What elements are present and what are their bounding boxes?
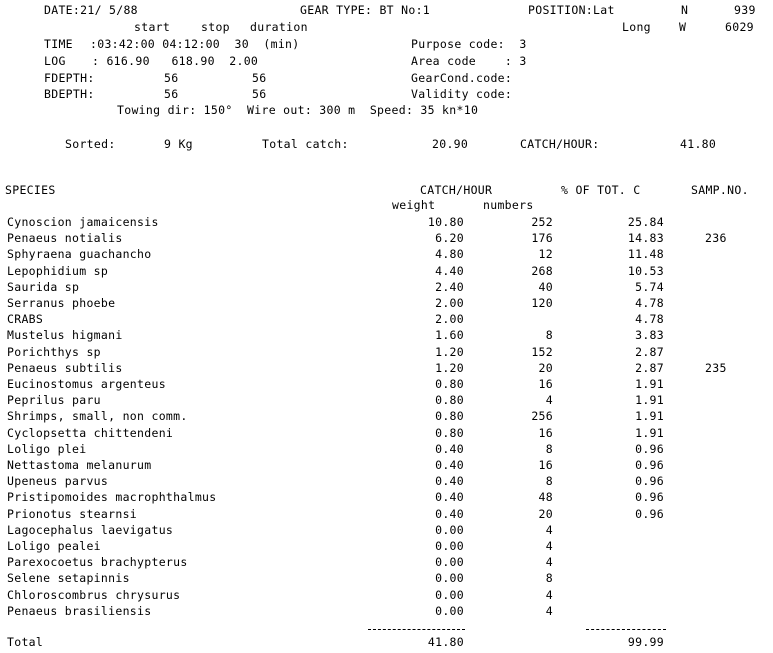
- numbers-value: 4: [545, 555, 553, 569]
- numbers-value: 176: [531, 231, 553, 245]
- numbers-value: 12: [538, 247, 553, 261]
- species-name: Porichthys sp: [7, 345, 101, 359]
- percent-value: 1.91: [635, 377, 664, 391]
- species-name: Sphyraena guachancho: [7, 247, 152, 261]
- longitude-value: 6029: [725, 20, 754, 34]
- percent-total-rule: [586, 629, 666, 630]
- numbers-value: 256: [531, 409, 553, 423]
- species-name: Lepophidium sp: [7, 264, 109, 278]
- weight-value: 2.00: [435, 296, 464, 310]
- weight-value: 0.00: [435, 555, 464, 569]
- weight-value: 0.40: [435, 507, 464, 521]
- weight-value: 6.20: [435, 231, 464, 245]
- numbers-value: 152: [531, 345, 553, 359]
- weight-total-rule: [368, 629, 465, 630]
- species-name: Lagocephalus laevigatus: [7, 523, 174, 537]
- catch-per-hour-column-header: CATCH/HOUR: [420, 183, 493, 197]
- validity-code: Validity code:: [411, 87, 513, 101]
- percent-value: 4.78: [635, 296, 664, 310]
- sorted-value: 9 Kg: [164, 137, 193, 151]
- numbers-value: 8: [545, 571, 553, 585]
- duration-column-heading: duration: [250, 20, 308, 34]
- percent-of-total-column-header: % OF TOT. C: [561, 183, 641, 197]
- species-name: Nettastoma melanurum: [7, 458, 152, 472]
- numbers-value: 4: [545, 539, 553, 553]
- longitude-label: Long: [622, 20, 651, 34]
- weight-value: 0.40: [435, 490, 464, 504]
- species-name: Penaeus brasiliensis: [7, 604, 152, 618]
- numbers-value: 8: [545, 442, 553, 456]
- weight-value: 0.80: [435, 426, 464, 440]
- numbers-value: 8: [545, 328, 553, 342]
- bdepth-stop: 56: [252, 87, 267, 101]
- species-name: Pristipomoides macrophthalmus: [7, 490, 217, 504]
- bdepth-label: BDEPTH:: [44, 87, 95, 101]
- percent-value: 4.78: [635, 312, 664, 326]
- numbers-value: 20: [538, 361, 553, 375]
- total-weight: 41.80: [427, 635, 464, 649]
- percent-value: 1.91: [635, 426, 664, 440]
- latitude-hemisphere: N: [681, 3, 689, 17]
- percent-value: 11.48: [627, 247, 664, 261]
- towing-line: Towing dir: 150° Wire out: 300 m Speed: 35 kn*10: [117, 103, 479, 117]
- area-code: Area code : 3: [411, 54, 527, 68]
- species-name: Eucinostomus argenteus: [7, 377, 166, 391]
- weight-value: 0.80: [435, 377, 464, 391]
- time-values: :03:42:00 04:12:00 30 (min): [90, 37, 300, 51]
- species-name: Penaeus subtilis: [7, 361, 123, 375]
- percent-value: 1.91: [635, 409, 664, 423]
- latitude-value: 939: [734, 3, 756, 17]
- species-column-header: SPECIES: [5, 183, 56, 197]
- numbers-subheader: numbers: [483, 198, 534, 212]
- percent-value: 0.96: [635, 474, 664, 488]
- species-name: Selene setapinnis: [7, 571, 130, 585]
- gear-condition-code: GearCond.code:: [411, 71, 513, 85]
- fdepth-stop: 56: [252, 71, 267, 85]
- total-catch-label: Total catch:: [262, 137, 349, 151]
- weight-value: 1.60: [435, 328, 464, 342]
- log-values: : 616.90 618.90 2.00: [92, 54, 259, 68]
- percent-value: 0.96: [635, 442, 664, 456]
- numbers-value: 268: [531, 264, 553, 278]
- stop-column-heading: stop: [201, 20, 230, 34]
- percent-value: 10.53: [627, 264, 664, 278]
- numbers-value: 40: [538, 280, 553, 294]
- numbers-value: 4: [545, 523, 553, 537]
- weight-value: 2.40: [435, 280, 464, 294]
- time-label: TIME: [44, 37, 73, 51]
- species-name: Mustelus higmani: [7, 328, 123, 342]
- species-name: Chloroscombrus chrysurus: [7, 588, 181, 602]
- weight-value: 0.00: [435, 523, 464, 537]
- sorted-label: Sorted:: [65, 137, 116, 151]
- weight-value: 0.40: [435, 442, 464, 456]
- weight-value: 0.00: [435, 571, 464, 585]
- species-name: Prionotus stearnsi: [7, 507, 138, 521]
- weight-value: 1.20: [435, 345, 464, 359]
- species-name: Cynoscion jamaicensis: [7, 215, 159, 229]
- weight-value: 0.80: [435, 409, 464, 423]
- weight-value: 0.00: [435, 588, 464, 602]
- percent-value: 0.96: [635, 507, 664, 521]
- species-name: Peprilus paru: [7, 393, 101, 407]
- weight-value: 4.80: [435, 247, 464, 261]
- species-name: Cyclopsetta chittendeni: [7, 426, 174, 440]
- purpose-code: Purpose code: 3: [411, 37, 527, 51]
- species-name: Penaeus notialis: [7, 231, 123, 245]
- percent-value: 2.87: [635, 361, 664, 375]
- species-name: Upeneus parvus: [7, 474, 109, 488]
- species-name: Saurida sp: [7, 280, 80, 294]
- species-name: Parexocoetus brachypterus: [7, 555, 188, 569]
- numbers-value: 20: [538, 507, 553, 521]
- fdepth-start: 56: [164, 71, 179, 85]
- log-label: LOG: [44, 54, 66, 68]
- numbers-value: 4: [545, 588, 553, 602]
- species-name: Shrimps, small, non comm.: [7, 409, 188, 423]
- species-name: Loligo pealei: [7, 539, 101, 553]
- longitude-hemisphere: W: [679, 20, 687, 34]
- sample-number: 236: [705, 231, 727, 245]
- weight-value: 1.20: [435, 361, 464, 375]
- species-name: Loligo plei: [7, 442, 87, 456]
- numbers-value: 120: [531, 296, 553, 310]
- sample-number: 235: [705, 361, 727, 375]
- catch-per-hour-label: CATCH/HOUR:: [520, 137, 600, 151]
- percent-value: 14.83: [627, 231, 664, 245]
- total-catch-value: 20.90: [432, 137, 469, 151]
- species-name: Serranus phoebe: [7, 296, 116, 310]
- position-label: POSITION:Lat: [528, 3, 615, 17]
- numbers-value: 8: [545, 474, 553, 488]
- weight-value: 10.80: [427, 215, 464, 229]
- percent-value: 1.91: [635, 393, 664, 407]
- total-percent: 99.99: [627, 635, 664, 649]
- date-field: DATE:21/ 5/88: [44, 3, 138, 17]
- weight-value: 0.40: [435, 474, 464, 488]
- start-column-heading: start: [134, 20, 171, 34]
- weight-value: 0.00: [435, 604, 464, 618]
- numbers-value: 48: [538, 490, 553, 504]
- numbers-value: 4: [545, 604, 553, 618]
- catch-per-hour-value: 41.80: [680, 137, 717, 151]
- percent-value: 5.74: [635, 280, 664, 294]
- numbers-value: 16: [538, 426, 553, 440]
- percent-value: 3.83: [635, 328, 664, 342]
- total-label: Total: [7, 635, 44, 649]
- numbers-value: 4: [545, 393, 553, 407]
- percent-value: 0.96: [635, 458, 664, 472]
- bdepth-start: 56: [164, 87, 179, 101]
- percent-value: 2.87: [635, 345, 664, 359]
- percent-value: 25.84: [627, 215, 664, 229]
- numbers-value: 16: [538, 377, 553, 391]
- gear-type-field: GEAR TYPE: BT No:1: [300, 3, 431, 17]
- weight-value: 0.80: [435, 393, 464, 407]
- species-name: CRABS: [7, 312, 44, 326]
- weight-value: 4.40: [435, 264, 464, 278]
- percent-value: 0.96: [635, 490, 664, 504]
- numbers-value: 252: [531, 215, 553, 229]
- weight-value: 2.00: [435, 312, 464, 326]
- weight-subheader: weight: [392, 198, 436, 212]
- fdepth-label: FDEPTH:: [44, 71, 95, 85]
- sample-number-column-header: SAMP.NO.: [691, 183, 749, 197]
- numbers-value: 16: [538, 458, 553, 472]
- weight-value: 0.40: [435, 458, 464, 472]
- weight-value: 0.00: [435, 539, 464, 553]
